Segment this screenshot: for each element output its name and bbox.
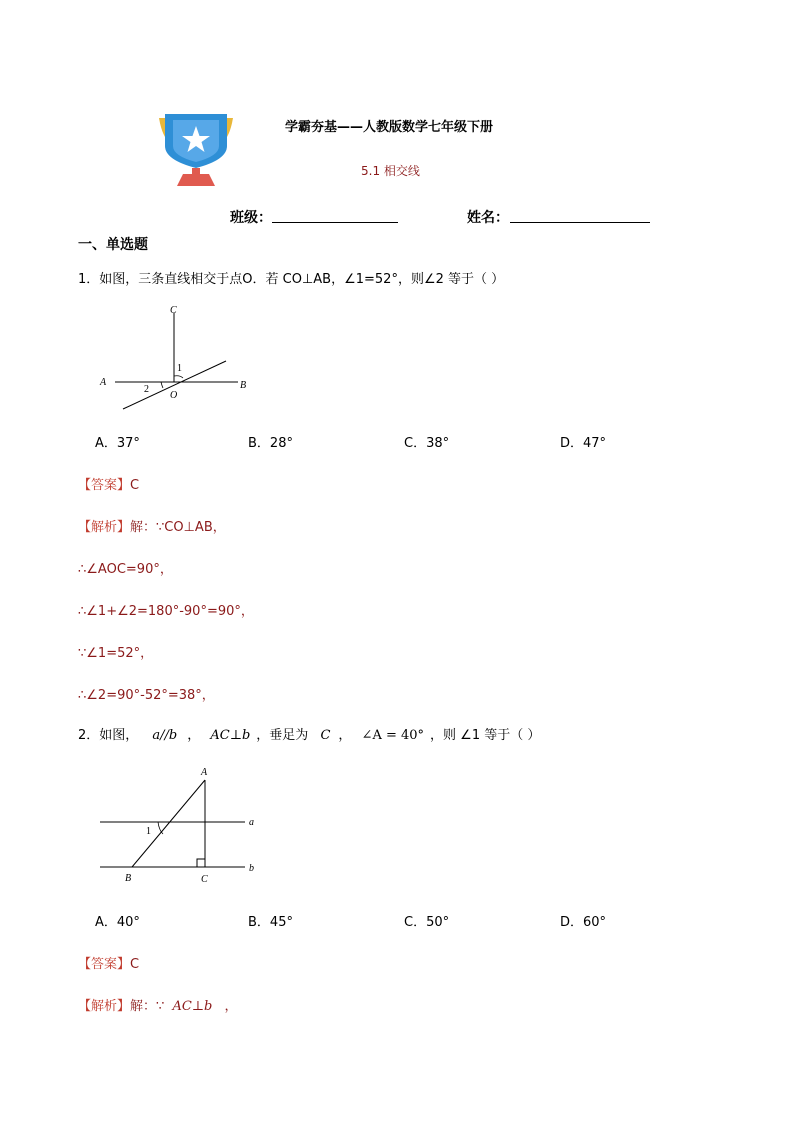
label-1: 1 [177, 363, 182, 374]
label-2: 2 [144, 384, 149, 395]
q2-parallel: a//b [152, 728, 178, 743]
q2-option-a[interactable]: A．40° [95, 915, 140, 930]
q2-perp: AC⊥b [210, 728, 251, 743]
q1-stem: 1．如图，三条直线相交于点O．若 CO⊥AB，∠1=52°，则∠2 等于（ ） [78, 272, 505, 287]
q2-option-d[interactable]: D．60° [560, 915, 607, 930]
label-b: B [240, 380, 247, 391]
trophy-icon [153, 112, 239, 188]
q1-figure [95, 300, 265, 415]
q1-analysis-line-2: ∴∠AOC=90°， [78, 562, 173, 577]
name-blank[interactable] [510, 222, 650, 223]
q1-option-a[interactable]: A．37° [95, 436, 140, 451]
q2-stem: 2．如图， a//b ， AC⊥b ，垂足为 C ， ∠A = 40° ，则 ∠1 等于（ ） [78, 728, 541, 743]
q2-figure [95, 762, 265, 887]
label-line-b: b [249, 863, 254, 874]
q1-answer-value: C [130, 478, 140, 493]
q2-analysis-expr: AC⊥b [172, 999, 213, 1014]
q1-answer-tag: 【答案】 [78, 478, 131, 493]
label-o: O [170, 390, 178, 401]
label-c-point: C [201, 874, 208, 885]
q2-foot-point: C [320, 728, 331, 743]
label-c: C [170, 305, 177, 316]
label-line-a: a [249, 817, 254, 828]
q1-option-d[interactable]: D．47° [560, 436, 607, 451]
section-title: 一、单选题 [78, 237, 148, 253]
q2-answer-tag: 【答案】 [78, 957, 131, 972]
label-a-point: A [201, 767, 208, 778]
q2-angle: ∠A = 40° [361, 728, 425, 743]
q2-analysis-line-1: 【解析】解：∵ AC⊥b ， [78, 999, 238, 1014]
class-label: 班级： [230, 210, 272, 226]
label-a: A [100, 377, 107, 388]
q2-option-b[interactable]: B．45° [248, 915, 293, 930]
q2-answer-value: C [130, 957, 140, 972]
q2-answer [78, 953, 139, 972]
q1-analysis-line-4: ∵∠1=52°， [78, 646, 154, 661]
document-subtitle: 5.1 相交线 [361, 164, 420, 178]
segment-ab [132, 780, 205, 867]
name-label: 姓名： [467, 210, 509, 226]
q1-analysis-line-5: ∴∠2=90°-52°=38°， [78, 688, 215, 703]
q1-analysis-tag: 【解析】 [78, 520, 131, 535]
q2-option-c[interactable]: C．50° [404, 915, 450, 930]
q2-analysis-tag: 【解析】 [78, 999, 131, 1014]
label-angle-1: 1 [146, 826, 151, 837]
q1-option-b[interactable]: B．28° [248, 436, 293, 451]
q1-option-c[interactable]: C．38° [404, 436, 450, 451]
q1-analysis-line-3: ∴∠1+∠2=180°-90°=90°， [78, 604, 254, 619]
label-b-point: B [125, 873, 132, 884]
q1-analysis-line-1: 【解析】解：∵CO⊥AB， [78, 520, 226, 535]
document-title: 学霸夯基——人教版数学七年级下册 [285, 120, 494, 135]
class-blank[interactable] [272, 222, 398, 223]
q1-answer [78, 474, 139, 493]
